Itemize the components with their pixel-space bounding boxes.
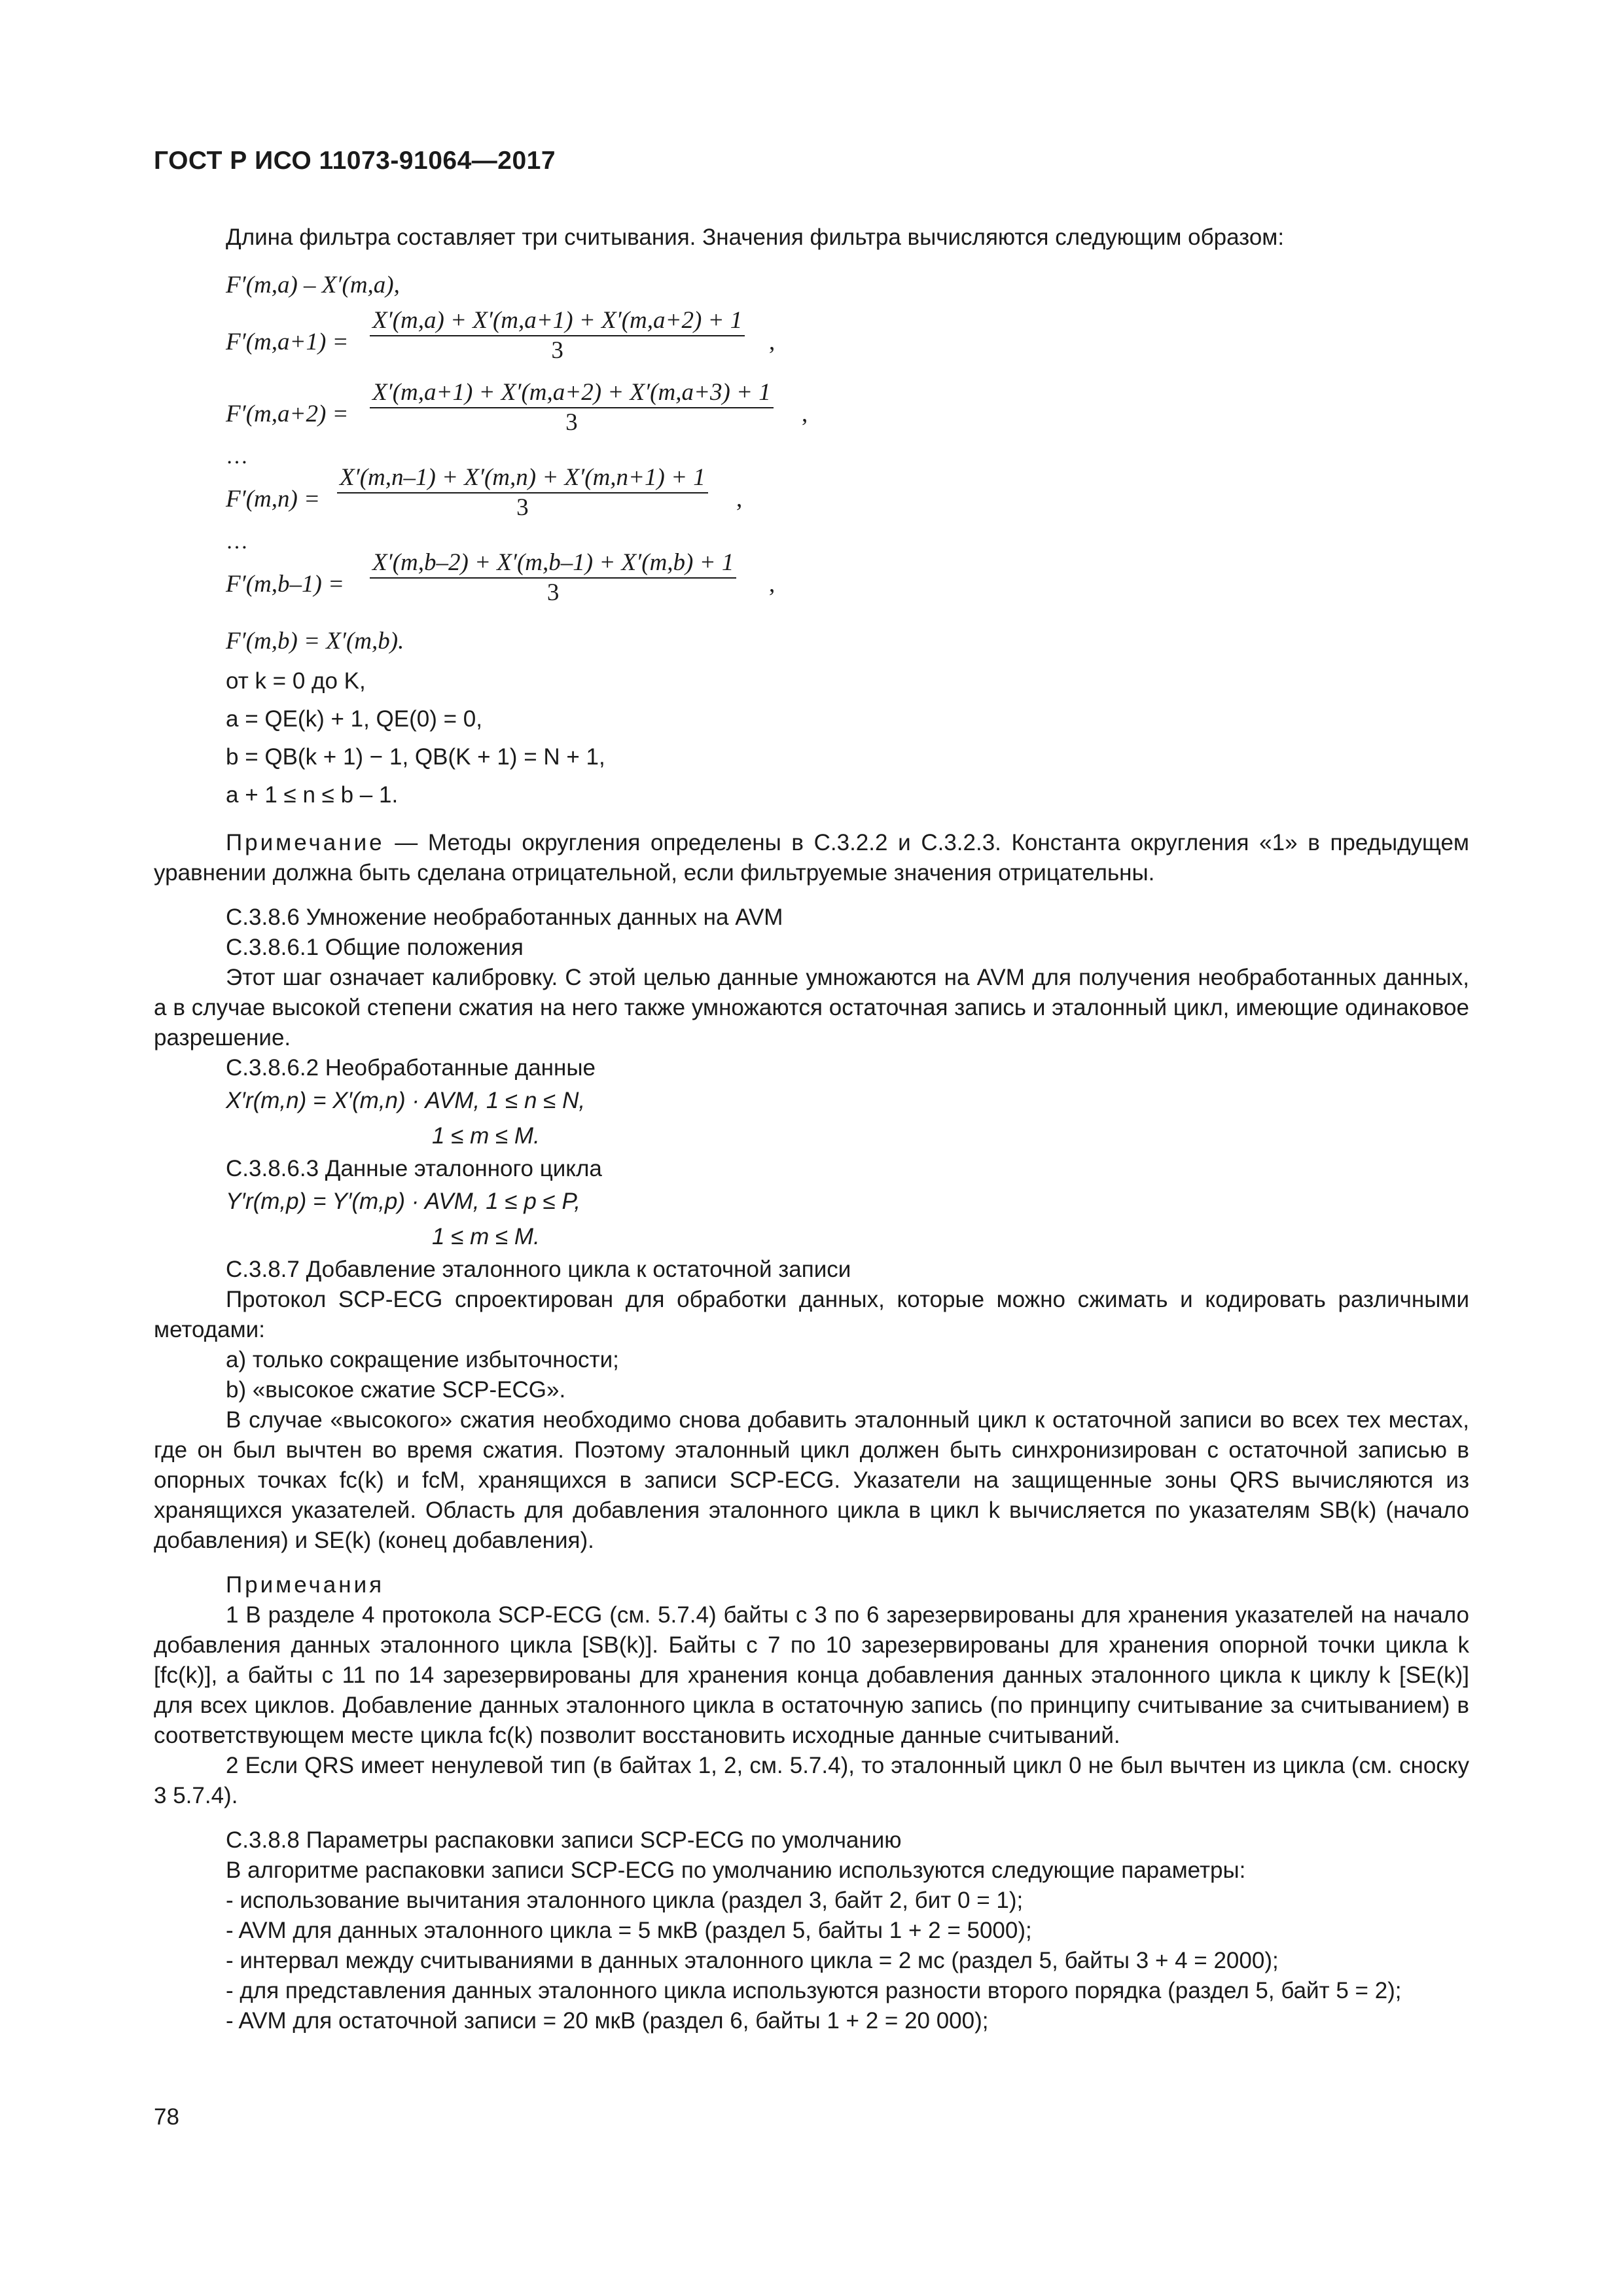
formula-reference-cycle: Y′r(m,p) = Y′(m,p) · AVM, 1 ≤ p ≤ P,	[226, 1189, 581, 1214]
equation-2-denominator: 3	[551, 337, 563, 364]
note-2-1: 1 В разделе 4 протокола SCP-ECG (см. 5.7.4) байты с 3 по 6 зарезервированы для хранения указателей на начало добавления данных эталонного цикла [SB(k)]. Байты с 7 по 10 зарезервированы для хранения опорной точки цикла k [fc(k)], а байты с 11 по 14 зарезервированы для хранения конца добавления данных эталонного цикла к циклу k [SE(k)] для всех циклов. Добавление данных эталонного цикла в остаточную запись (по принципу считывание за считыванием) в соответствующем месте цикла fc(k) позволит восстановить исходные данные считываний.	[154, 1602, 1469, 1748]
param-item: - использование вычитания эталонного цикла (раздел 3, байт 2, бит 0 = 1);	[226, 1888, 1024, 1913]
equation-5	[226, 548, 1077, 620]
equation-4-denominator: 3	[516, 494, 529, 521]
section-c38613-heading: C.3.8.6.3 Данные эталонного цикла	[226, 1156, 602, 1181]
equation-3-denominator: 3	[565, 409, 578, 436]
equation-5-comma: ,	[769, 571, 776, 598]
note-1-text: — Методы округления определены в C.3.2.2 и C.3.2.3. Константа округления «1» в предыдущем уравнении должна быть сделана отрицательной, если фильтруемые значения отрицательны.	[154, 830, 1469, 886]
section-c38611-heading: C.3.8.6.1 Общие положения	[226, 935, 524, 960]
section-c38611-text: Этот шаг означает калибровку. С этой целью данные умножаются на AVM для получения необработанных данных, а в случае высокой степени сжатия на него также умножаются остаточная запись и эталонный цикл, имеющие одинаковое разрешение.	[154, 965, 1469, 1050]
section-c3861-heading: C.3.8.6 Умножение необработанных данных на AVM	[226, 905, 783, 930]
filter-equations	[226, 264, 1077, 814]
note-1	[154, 828, 1469, 888]
section-c387-text-1: Протокол SCP-ECG спроектирован для обработки данных, которые можно сжимать и кодировать различными методами:	[154, 1287, 1469, 1342]
notes-label: Примечания	[226, 1572, 385, 1598]
note-2-2: 2 Если QRS имеет ненулевой тип (в байтах 1, 2, см. 5.7.4), то эталонный цикл 0 не был вычтен из цикла (см. сноску 3 5.7.4).	[154, 1753, 1469, 1808]
condition-1: от k = 0 до K,	[226, 668, 366, 694]
list-item-b: b) «высокое сжатие SCP-ECG».	[226, 1377, 566, 1403]
equation-2-fraction	[370, 306, 745, 365]
equation-2-comma: ,	[769, 329, 776, 355]
section-c38612-heading: C.3.8.6.2 Необработанные данные	[226, 1055, 596, 1081]
equation-4-numerator: X′(m,n–1) + X′(m,n) + X′(m,n+1) + 1	[337, 463, 708, 493]
equation-4-lhs: F′(m,n) =	[226, 486, 321, 512]
ellipsis-2: …	[226, 529, 248, 554]
formula-reference-cycle-range: 1 ≤ m ≤ M.	[432, 1224, 540, 1249]
formula-raw-data: X′r(m,n) = X′(m,n) · AVM, 1 ≤ n ≤ N,	[226, 1088, 586, 1113]
equation-3-numerator: X′(m,a+1) + X′(m,a+2) + X′(m,a+3) + 1	[370, 378, 774, 408]
section-c388-text: В алгоритме распаковки записи SCP-ECG по умолчанию используются следующие параметры:	[226, 1857, 1246, 1883]
equation-6: F′(m,b) = X′(m,b).	[226, 628, 404, 655]
section-c388-heading: C.3.8.8 Параметры распаковки записи SCP-ECG по умолчанию	[226, 1827, 902, 1853]
note-1-label: Примечание	[226, 830, 385, 855]
equation-4	[226, 463, 1077, 535]
equation-3-fraction	[370, 378, 774, 437]
equation-5-lhs: F′(m,b–1) =	[226, 571, 345, 598]
equation-3-comma: ,	[802, 401, 808, 427]
param-item: - AVM для данных эталонного цикла = 5 мкВ (раздел 5, байты 1 + 2 = 5000);	[226, 1918, 1032, 1943]
param-item: - интервал между считываниями в данных эталонного цикла = 2 мс (раздел 5, байты 3 + 4 = 2000);	[226, 1948, 1279, 1973]
condition-3: b = QB(k + 1) − 1, QB(K + 1) = N + 1,	[226, 744, 605, 770]
param-item: - AVM для остаточной записи = 20 мкВ (раздел 6, байты 1 + 2 = 20 000);	[226, 2008, 989, 2034]
intro-paragraph	[154, 223, 1469, 253]
equation-3-lhs: F′(m,a+2) =	[226, 401, 349, 427]
equation-1: F′(m,a) – X′(m,a),	[226, 272, 400, 298]
page-number: 78	[154, 2104, 179, 2130]
section-c387-heading: C.3.8.7 Добавление эталонного цикла к остаточной записи	[226, 1257, 851, 1282]
list-item-a: a) только сокращение избыточности;	[226, 1347, 619, 1372]
main-text	[154, 828, 1469, 2036]
ellipsis-1: …	[226, 444, 248, 469]
equation-4-fraction	[337, 463, 708, 522]
equation-3	[226, 378, 1077, 450]
equation-2-numerator: X′(m,a) + X′(m,a+1) + X′(m,a+2) + 1	[370, 306, 745, 336]
param-item: - для представления данных эталонного цикла используются разности второго порядка (раздел 5, байт 5 = 2);	[226, 1978, 1402, 2003]
intro-text: Длина фильтра составляет три считывания. Значения фильтра вычисляются следующим образом:	[226, 224, 1285, 250]
document-header: ГОСТ Р ИСО 11073-91064—2017	[154, 147, 556, 175]
equation-2	[226, 306, 1077, 378]
equation-2-lhs: F′(m,a+1) =	[226, 329, 349, 355]
equation-5-numerator: X′(m,b–2) + X′(m,b–1) + X′(m,b) + 1	[370, 548, 736, 579]
condition-4: a + 1 ≤ n ≤ b – 1.	[226, 782, 399, 808]
formula-raw-data-range: 1 ≤ m ≤ M.	[432, 1123, 540, 1149]
equation-5-fraction	[370, 548, 736, 607]
equation-4-comma: ,	[736, 486, 743, 512]
equation-5-denominator: 3	[546, 579, 560, 606]
condition-2: a = QE(k) + 1, QE(0) = 0,	[226, 706, 482, 732]
section-c387-text-2: В случае «высокого» сжатия необходимо снова добавить эталонный цикл к остаточной записи во всех тех местах, где он был вычтен во время сжатия. Поэтому эталонный цикл должен быть синхронизирован с остаточной записью в опорных точках fc(k) и fcM, хранящихся в записи SCP-ECG. Указатели на защищенные зоны QRS вычисляются из хранящихся указателей. Область для добавления эталонного цикла в цикл k вычисляется по указателям SB(k) (начало добавления) и SE(k) (конец добавления).	[154, 1407, 1469, 1553]
